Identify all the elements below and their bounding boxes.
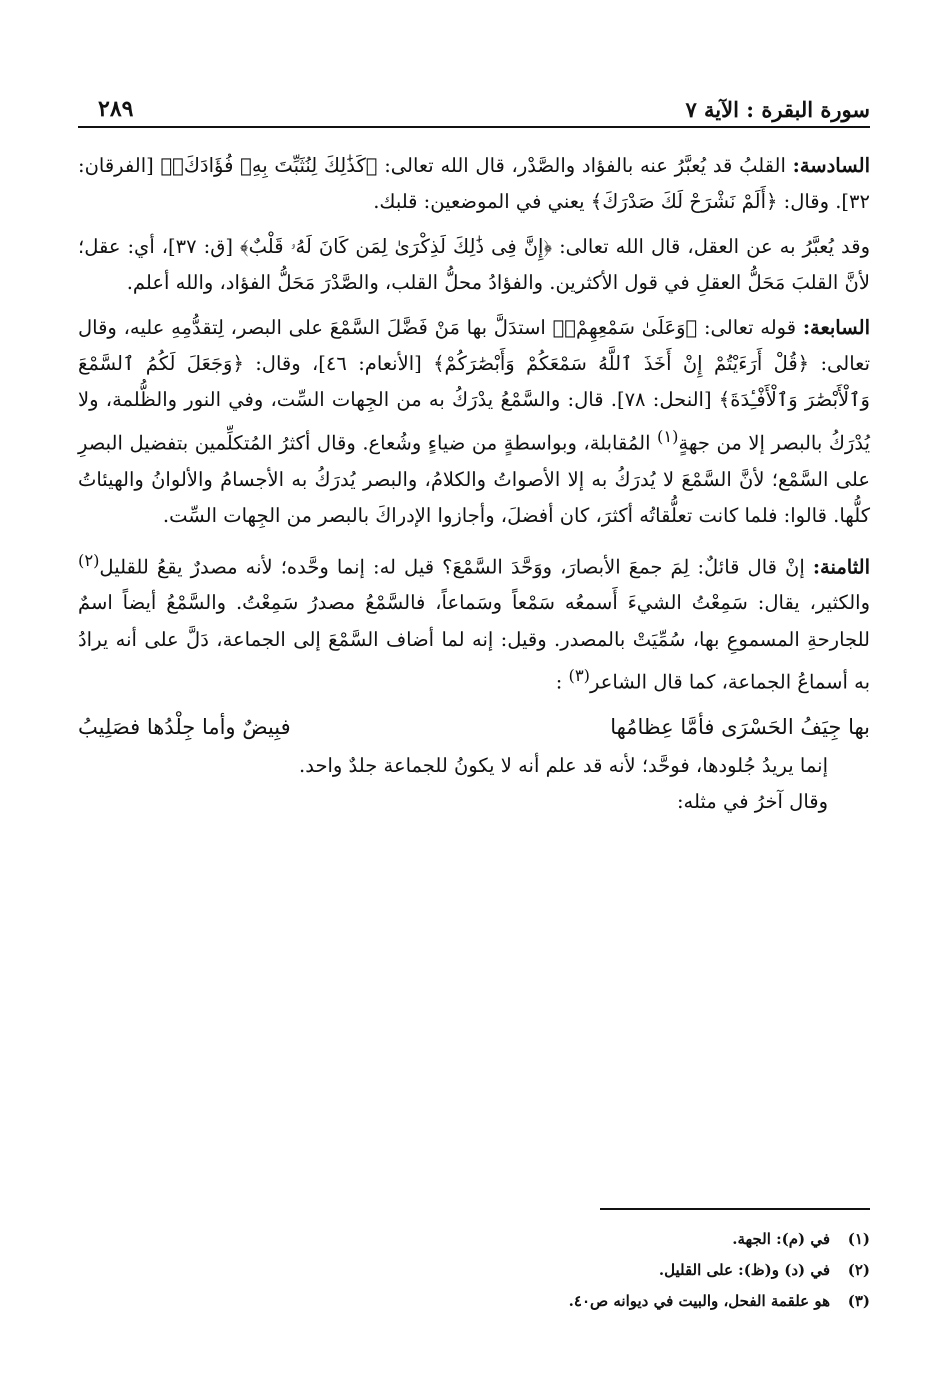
poem-hemistich-second: فبِيضٌ وأما جِلْدُها فصَلِيبُ xyxy=(78,715,291,740)
paragraph-explanation: إنما يريدُ جُلودها، فوحَّد؛ لأنه قد علم أنه لا يكونُ للجماعة جلدٌ واحد. xyxy=(299,753,828,777)
paragraph-eighth xyxy=(78,543,870,702)
text-run: [ق: ٣٧]، أي: عقل؛ لأنَّ القلبَ مَحَلُّ العقلِ في قول الأكثرين. والفؤادُ محلُّ القلب، والصَّدْرَ مَحَلُّ الفؤاد، والله أعلم. xyxy=(78,234,870,295)
paragraph-another: وقال آخرُ في مثله: xyxy=(676,790,828,813)
footnote-text: هو علقمة الفحل، والبيت في ديوانه ص٤٠. xyxy=(568,1292,830,1310)
main-text xyxy=(78,148,870,820)
paragraph-sixth xyxy=(78,148,870,221)
footnote-marker: (١) xyxy=(657,426,679,446)
text-run: [النحل: ٧٨]. قال: والسَّمْعُ يدْرَكُ به من الجِهات السِّت، وفي النور والظُّلمة، ولا يُدْرَكُ بالبصر إلا من جهةٍ xyxy=(78,388,871,455)
text-run: القلبُ قد يُعبَّرُ عنه بالفؤاد والصَّدْر، قال الله تعالى: xyxy=(377,154,793,177)
text-run: وقد يُعبَّرُ به عن العقل، قال الله تعالى: xyxy=(552,234,870,258)
text-run: : xyxy=(555,670,569,694)
book-page xyxy=(78,78,870,1348)
footnote-text: في (د) و(ظ): على القليل. xyxy=(658,1261,830,1279)
text-run: استدَلَّ بها مَنْ فَضَّلَ السَّمْعَ على البصر، لِتقدُّمِهِ عليه، وقال تعالى: xyxy=(78,315,870,376)
text-run: والكثير، يقال: سَمِعْتُ الشيءَ أَسمعُه سَمْعاً وسَماعاً، فالسَّمْعُ مصدرُ سَمِعْتُ. والسَّمْعُ أيضاً اسمٌ للجارحةِ المسموعِ بها، سُمِّيَتْ بالمصدر. وقيل: إنه لما أضاف السَّمْعَ إلى الجماعة، دَلَّ على أنه يرادُ به أسماعُ الجماعة، كما قال الشاعر xyxy=(78,591,870,694)
footnote-number: (٣) xyxy=(847,1292,870,1310)
text-run: إنْ قال قائلٌ: لِمَ جمعَ الأبصارَ، ووَحَّدَ السَّمْعَ؟ قيل له: إنما وحَّده؛ لأنه مصدرٌ يقعُ للقليل xyxy=(99,555,813,579)
paragraph-intellect xyxy=(78,229,870,302)
text-run: قوله تعالى: xyxy=(697,315,803,339)
footnote-marker: (٣) xyxy=(568,666,590,686)
quran-verse: ﴿وَعَلَىٰ سَمْعِهِمْۖ﴾ xyxy=(552,315,698,339)
text-run: [الأنعام: ٤٦]، وقال: xyxy=(243,352,434,376)
paragraph-seventh xyxy=(78,310,870,535)
paragraph-lead: الثامنة: xyxy=(812,555,870,579)
quran-verse: ﴿قُلْ أَرَءَيْتُمْ إِنْ أَخَذَ ٱللَّهُ سَمْعَكُمْ وَأَبْصَٰرَكُمْ﴾ xyxy=(433,352,810,376)
page-number: ٢٨٩ xyxy=(98,96,134,122)
footnote-text: في (م): الجهة. xyxy=(732,1230,830,1248)
paragraph-lead: السادسة: xyxy=(792,154,870,177)
text-run: المُقابلة، وبواسطةٍ من ضياءٍ وشُعاع. وقال أكثرُ المُتكلِّمين بتفضيل البصرِ على السَّمْع؛ لأنَّ السَّمْعَ لا يُدرَكُ به إلا الأصواتُ والكلامُ، والبصر يُدرَكُ به الأجسامُ والألوانُ والهيئاتُ كلُّها. قالوا: فلما كانت تعلُّقاتُه أكثرَ، كان أفضلَ، وأجازوا الإدراكَ بالبصر من الجِهات السِّت. xyxy=(78,431,870,528)
footnote-marker: (٢) xyxy=(78,550,100,570)
quran-verse: ﴿وَجَعَلَ لَكُمُ ٱلسَّمْعَ وَٱلْأَبْصَٰرَ وَٱلْأَفْـِٔدَةَ﴾ xyxy=(78,352,870,412)
poem-verse xyxy=(78,709,870,745)
quran-verse: ﴿كَذَٰلِكَ لِنُثَبِّتَ بِهِۦ فُؤَادَكَۖ﴾ xyxy=(160,154,378,177)
quran-verse: ﴿أَلَمْ نَشْرَحْ لَكَ صَدْرَكَ﴾ xyxy=(590,190,778,214)
footnote-number: (٢) xyxy=(847,1261,870,1279)
text-run: يعني في الموضعين: قلبك. xyxy=(373,190,591,214)
footnote-item xyxy=(78,1224,870,1255)
footnote-item xyxy=(78,1255,870,1286)
page-header xyxy=(78,78,870,128)
text-run: [الفرقان: ٣٢]. وقال: xyxy=(78,154,870,214)
poem-hemistich-first: بها جِيَفُ الحَسْرَى فأمَّا عِظامُها xyxy=(610,715,870,740)
surah-title: سورة البقرة : الآية ٧ xyxy=(685,97,870,122)
paragraph-lead: السابعة: xyxy=(802,315,870,339)
footnote-number: (١) xyxy=(847,1230,870,1248)
quran-verse: ﴿إِنَّ فِى ذَٰلِكَ لَذِكْرَىٰ لِمَن كَانَ لَهُۥ قَلْبٌ﴾ xyxy=(239,234,553,258)
footnotes xyxy=(78,1224,870,1317)
footnote-item xyxy=(78,1286,870,1317)
footnote-divider xyxy=(600,1208,870,1210)
